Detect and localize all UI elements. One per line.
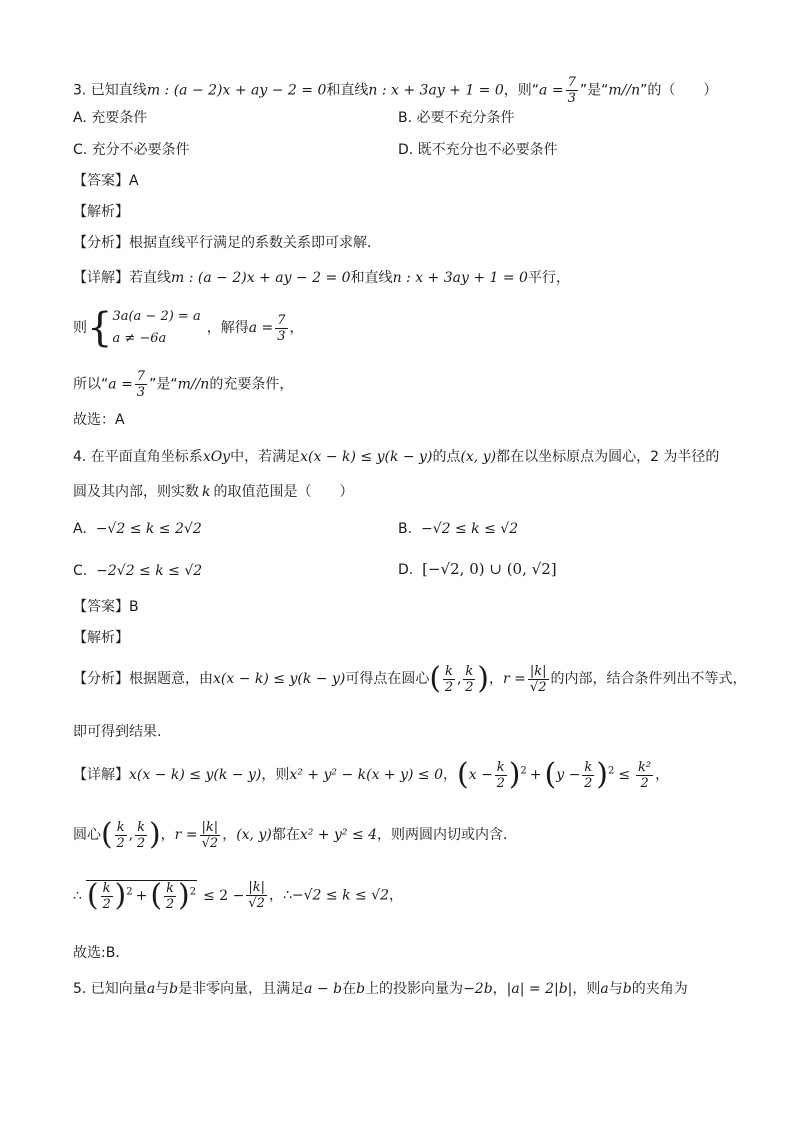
q3-stem-text: 3. 已知直线 xyxy=(73,82,147,99)
q4-option-d: D. [−√2, 0) ∪ (0, √2] xyxy=(398,560,557,578)
q3-stem-text: 和直线 xyxy=(326,82,369,99)
fraction: $\frac{|k|}{√2}$ xyxy=(201,819,219,851)
q4-option-b: B. −√2 ≤ k ≤ √2 xyxy=(398,521,519,537)
q3-answer: 【答案】A xyxy=(73,173,139,189)
q3-choose: 故选：A xyxy=(73,412,125,428)
fraction: $\frac{k}{2}$ xyxy=(136,819,146,851)
square-root: ( $\frac{k}{2}$ )$^2$ + ( $\frac{k}{2}$ )$^2$ xyxy=(86,878,197,913)
q4-answer: 【答案】B xyxy=(73,599,139,615)
fraction: $\frac{7}{3}$ xyxy=(567,75,576,106)
q4-option-c: C. −2√2 ≤ k ≤ √2 xyxy=(73,563,203,579)
q3-option-d: D. 既不充分也不必要条件 xyxy=(398,142,558,158)
q4-analysis-end: 即可得到结果. xyxy=(73,724,162,740)
fraction: $\frac{k}{2}$ xyxy=(465,663,474,695)
q4-detail-conclusion: ∴ ( $\frac{k}{2}$ )$^2$ + ( $\frac{k}{2}$ )$^2$ ≤ 2 − $\frac{|k|}{√2}$ ，∴−√2 ≤ k ≤ √2， xyxy=(73,878,404,913)
fraction: $\frac{k}{2}$ xyxy=(584,759,593,791)
fraction: $\frac{k}{2}$ xyxy=(116,819,125,851)
q3-line-m: m : (a − 2)x + ay − 2 = 0 xyxy=(146,82,327,99)
q3-line-n: n : x + 3ay + 1 = 0 xyxy=(368,82,504,99)
q4-detail-circle: 圆心( $\frac{k}{2}$ , $\frac{k}{2}$ )，r = $\frac{|k|}{√2}$ ，(x, y)都在x² + y² ≤ 4，则两圆内切或内含. xyxy=(73,817,508,852)
q3-stem xyxy=(73,76,717,105)
q4-analysis: 【分析】根据题意，由x(x − k) ≤ y(k − y)可得点在圆心( $\frac{k}{2}$ , $\frac{k}{2}$ )，r = $\frac{|k|}{√2}$ 的内部，结合条件列出不等式， xyxy=(73,661,747,696)
fraction: $\frac{k}{2}$ xyxy=(165,880,175,912)
fraction: $\frac{7}{3}$ xyxy=(277,312,286,344)
fraction: $\frac{\text{k²}}{2}$ xyxy=(638,759,652,791)
q3-cond: a = xyxy=(539,82,564,99)
equation-system: 3a(a − 2) = a a ≠ −6a xyxy=(112,309,201,346)
fraction: $\frac{k}{2}$ xyxy=(444,663,454,695)
q3-detail: 【详解】若直线m : (a − 2)x + ay − 2 = 0和直线n : x + 3ay + 1 = 0平行， xyxy=(73,270,570,286)
q4-stem: 4. 在平面直角坐标系xOy中，若满足x(x − k) ≤ y(k − y)的点(x, y)都在以坐标原点为圆心，2 为半径的 xyxy=(73,449,720,465)
q5-stem: 5. 已知向量a与b是非零向量，且满足a − b在b上的投影向量为−2b，|a| = 2|b|，则a与b的夹角为 xyxy=(73,981,688,997)
fraction: $\frac{7}{3}$ xyxy=(136,369,146,400)
q3-parallel: m//n xyxy=(608,82,641,99)
q3-system: 则{ 3a(a − 2) = a a ≠ −6a ，解得a = $\frac{7}{3}$ ， xyxy=(73,305,304,351)
q4-choose: 故选:B． xyxy=(73,945,130,961)
q4-detail: 【详解】x(x − k) ≤ y(k − y)，则x² + y² − k(x + y) ≤ 0，(x − $\frac{k}{2}$ )$^2$ + (y − $\frac{k}{2}$ )$^2$ ≤ $\frac{\text{k²}}{2}$ ， xyxy=(73,757,670,792)
fraction: $\frac{|k|}{√2}$ xyxy=(529,663,547,695)
q4-option-a: A. −√2 ≤ k ≤ 2√2 xyxy=(73,521,202,537)
fraction: $\frac{k}{2}$ xyxy=(496,759,505,791)
q3-conclusion: 所以“a = $\frac{7}{3}$ ”是“m//n的充要条件， xyxy=(73,369,294,400)
q3-option-b: B. 必要不充分条件 xyxy=(398,110,515,126)
q4-analysis-heading: 【解析】 xyxy=(73,630,129,646)
q3-analysis: 【分析】根据直线平行满足的系数关系即可求解. xyxy=(73,235,372,251)
q3-analysis-heading: 【解析】 xyxy=(73,204,129,220)
q3-stem-text: ”是“ xyxy=(579,82,609,99)
left-brace: { xyxy=(87,305,113,351)
q3-stem-text: ，则“ xyxy=(503,82,540,99)
q3-option-c: C. 充分不必要条件 xyxy=(73,142,190,158)
q3-option-a: A. 充要条件 xyxy=(73,110,148,126)
q3-stem-text: ”的（ ） xyxy=(640,82,718,99)
q4-stem-line2: 圆及其内部，则实数 k 的取值范围是（ ） xyxy=(73,484,354,500)
fraction: $\frac{k}{2}$ xyxy=(102,880,111,912)
fraction: $\frac{|k|}{√2}$ xyxy=(248,880,265,911)
